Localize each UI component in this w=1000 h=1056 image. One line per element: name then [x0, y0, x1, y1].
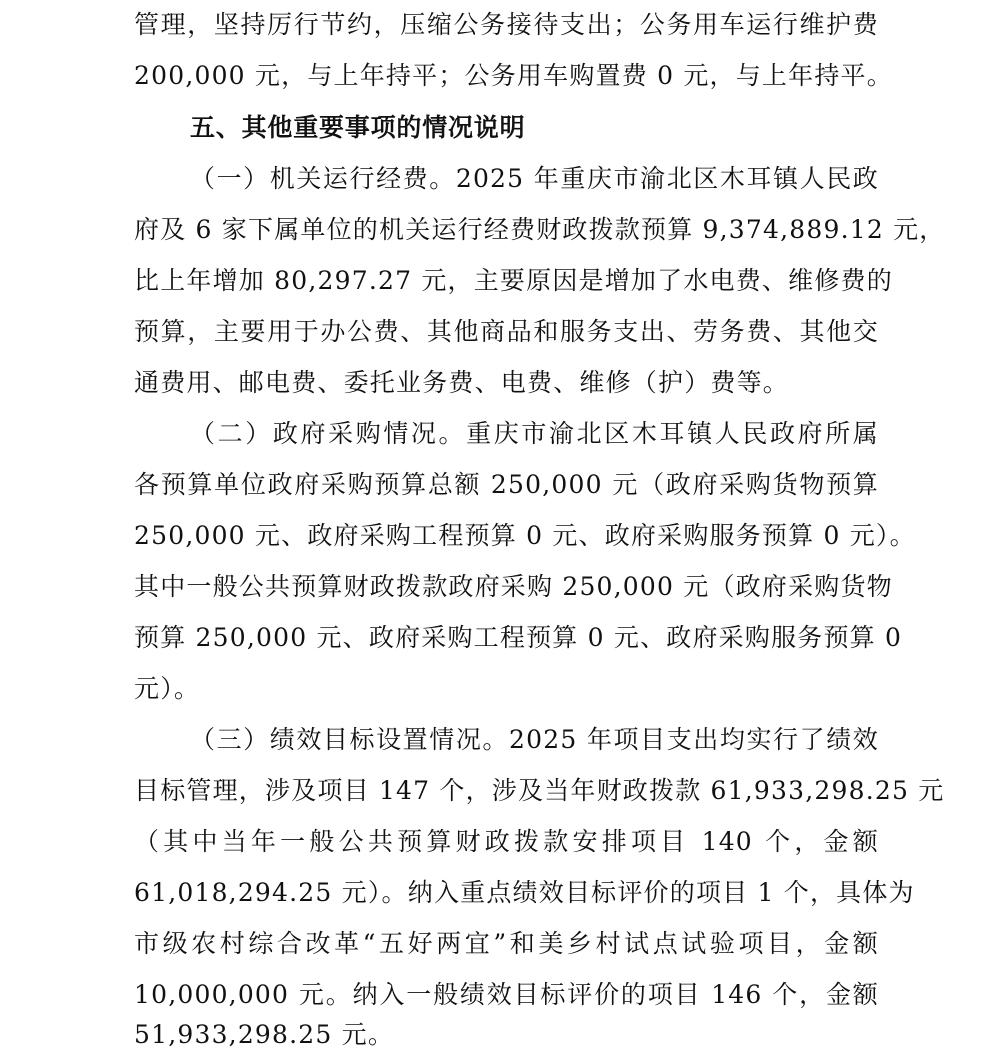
text-line: 预算 250,000 元、政府采购工程预算 0 元、政府采购服务预算 0 [134, 623, 903, 652]
text-line: 各预算单位政府采购预算总额 250,000 元（政府采购货物预算 [134, 470, 879, 499]
text-line: 元）。 [134, 674, 201, 703]
text-line: （三）绩效目标设置情况。2025 年项目支出均实行了绩效 [190, 725, 879, 754]
section-heading: 五、其他重要事项的情况说明 [190, 113, 526, 142]
text-line: （二）政府采购情况。重庆市渝北区木耳镇人民政府所属 [190, 419, 879, 448]
text-line: 管理，坚持厉行节约，压缩公务接待支出；公务用车运行维护费 [134, 10, 879, 39]
text-line: 比上年增加 80,297.27 元，主要原因是增加了水电费、维修费的 [134, 266, 893, 295]
text-line: 其中一般公共预算财政拨款政府采购 250,000 元（政府采购货物 [134, 572, 893, 601]
text-line: 预算，主要用于办公费、其他商品和服务支出、劳务费、其他交 [134, 317, 879, 346]
text-line: 目标管理，涉及项目 147 个，涉及当年财政拨款 61,933,298.25 元 [134, 776, 945, 805]
text-line: 61,018,294.25 元）。纳入重点绩效目标评价的项目 1 个，具体为 [134, 878, 915, 907]
text-line: 200,000 元，与上年持平；公务用车购置费 0 元，与上年持平。 [134, 61, 893, 90]
text-line: 通费用、邮电费、委托业务费、电费、维修（护）费等。 [134, 368, 790, 397]
text-line: （一）机关运行经费。2025 年重庆市渝北区木耳镇人民政 [190, 164, 879, 193]
text-line: 10,000,000 元。纳入一般绩效目标评价的项目 146 个，金额 [134, 980, 879, 1009]
text-line: 市级农村综合改革“五好两宜”和美乡村试点试验项目，金额 [134, 929, 879, 958]
text-line: 51,933,298.25 元。 [134, 1020, 395, 1049]
text-line: （其中当年一般公共预算财政拨款安排项目 140 个，金额 [134, 827, 879, 856]
text-line: 府及 6 家下属单位的机关运行经费财政拨款预算 9,374,889.12 元， [134, 215, 946, 244]
text-line: 250,000 元、政府采购工程预算 0 元、政府采购服务预算 0 元）。 [134, 521, 916, 550]
